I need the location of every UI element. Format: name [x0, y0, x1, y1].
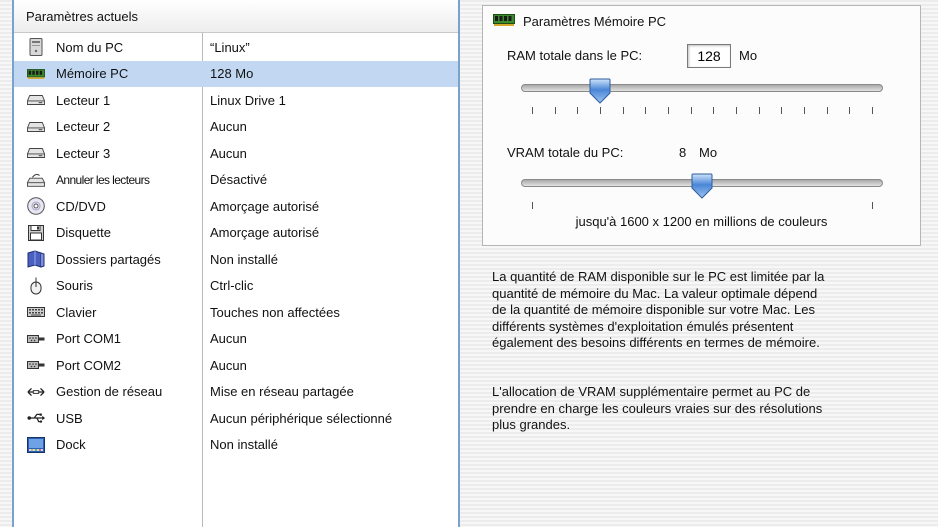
ram-tick: [849, 107, 850, 114]
current-settings-panel: [12, 0, 460, 527]
cd-icon: [27, 198, 45, 214]
ram-description: [492, 269, 912, 352]
settings-row-value: Linux Drive 1: [210, 92, 286, 108]
vram-slider-thumb[interactable]: [691, 173, 713, 199]
settings-row[interactable]: [14, 246, 458, 273]
serial-port-icon: [27, 357, 45, 373]
ram-label: RAM totale dans le PC:: [507, 48, 643, 63]
ram-slider-track[interactable]: [521, 84, 883, 92]
settings-row[interactable]: [14, 379, 458, 406]
settings-row-name: Disquette: [56, 225, 111, 241]
settings-row[interactable]: [14, 273, 458, 300]
settings-row-value: Amorçage autorisé: [210, 198, 320, 214]
description-line: quantité de mémoire du Mac. La valeur optimale dépend: [492, 285, 818, 301]
vram-tick-min: [532, 202, 533, 209]
settings-row-name: Lecteur 2: [56, 119, 111, 135]
settings-row-name: Mémoire PC: [56, 66, 129, 82]
settings-row-value: Aucun: [210, 145, 247, 161]
vram-note: jusqu'à 1600 x 1200 en millions de couleurs: [575, 214, 828, 229]
ram-tick: [713, 107, 714, 114]
settings-row-value: Ctrl-clic: [210, 278, 254, 294]
undo-drive-icon: [27, 172, 45, 188]
settings-row-name: Port COM2: [56, 357, 122, 373]
ram-input[interactable]: [687, 44, 731, 68]
settings-row[interactable]: [14, 326, 458, 353]
settings-row-value: “Linux”: [210, 39, 250, 55]
ram-tick: [623, 107, 624, 114]
settings-row[interactable]: [14, 220, 458, 247]
ram-unit: Mo: [739, 48, 758, 63]
settings-row-value: Mise en réseau partagée: [210, 384, 354, 400]
ram-slider-ticks: [532, 107, 872, 115]
ram-tick: [827, 107, 828, 114]
ram-tick: [781, 107, 782, 114]
settings-row[interactable]: [14, 352, 458, 379]
settings-row-value: Non installé: [210, 437, 278, 453]
settings-row-value: Aucun: [210, 331, 247, 347]
keyboard-icon: [27, 304, 45, 320]
memory-settings-title: [493, 11, 666, 31]
settings-row-value: Amorçage autorisé: [210, 225, 320, 241]
vram-tick-max: [872, 202, 873, 209]
settings-row[interactable]: [14, 167, 458, 194]
settings-row-value: Touches non affectées: [210, 304, 340, 320]
memory-icon: [27, 66, 45, 82]
current-settings-header: Paramètres actuels: [14, 0, 458, 33]
description-line: L'allocation de VRAM supplémentaire permet au PC de: [492, 384, 811, 399]
description-line: de la quantité de mémoire disponible sur votre Mac. Les: [492, 302, 816, 317]
memory-settings-title-text: Paramètres Mémoire PC: [523, 13, 667, 29]
mouse-icon: [27, 278, 45, 294]
vram-description: [492, 384, 912, 434]
settings-row-name: Dock: [56, 437, 86, 453]
settings-row[interactable]: [14, 34, 458, 61]
ram-tick: [691, 107, 692, 114]
memory-icon: [493, 14, 515, 29]
ram-slider-thumb[interactable]: [589, 78, 611, 104]
dock-icon: [27, 437, 45, 453]
drive-icon: [27, 145, 45, 161]
description-line: plus grandes.: [492, 417, 571, 432]
drive-icon: [27, 92, 45, 108]
floppy-icon: [27, 225, 45, 241]
settings-row-value: Aucun: [210, 357, 247, 373]
settings-row-name: CD/DVD: [56, 198, 106, 214]
settings-row[interactable]: [14, 193, 458, 220]
ram-tick: [555, 107, 556, 114]
settings-row-value: Désactivé: [210, 172, 268, 188]
settings-row-name: Annuler les lecteurs: [56, 172, 150, 187]
settings-row[interactable]: [14, 405, 458, 432]
settings-row-name: Clavier: [56, 304, 97, 320]
network-icon: [27, 384, 45, 400]
ram-tick: [668, 107, 669, 114]
ram-tick: [577, 107, 578, 114]
vram-value: 8: [679, 145, 687, 160]
memory-settings-group: [482, 5, 921, 246]
settings-row-value: Non installé: [210, 251, 278, 267]
description-line: prendre en charge les couleurs vraies sur des résolutions: [492, 400, 823, 416]
ram-tick: [532, 107, 533, 114]
ram-tick: [804, 107, 805, 114]
settings-row[interactable]: [14, 140, 458, 167]
ram-tick: [872, 107, 873, 114]
settings-row-name: Souris: [56, 278, 93, 294]
settings-row-name: Gestion de réseau: [56, 384, 163, 400]
drive-icon: [27, 119, 45, 135]
settings-row-value: Aucun: [210, 119, 247, 135]
vram-unit: Mo: [699, 145, 718, 160]
settings-row-value: Aucun périphérique sélectionné: [210, 410, 393, 426]
settings-row[interactable]: [14, 432, 458, 459]
settings-row-name: Nom du PC: [56, 39, 124, 55]
settings-row-name: Lecteur 3: [56, 145, 111, 161]
ram-tick: [759, 107, 760, 114]
settings-row[interactable]: [14, 299, 458, 326]
settings-row[interactable]: [14, 61, 458, 88]
settings-row[interactable]: [14, 114, 458, 141]
settings-row-name: Lecteur 1: [56, 92, 111, 108]
serial-port-icon: [27, 331, 45, 347]
usb-icon: [27, 410, 45, 426]
computer-icon: [27, 39, 45, 55]
ram-tick: [736, 107, 737, 114]
vram-slider-ticks: [532, 202, 872, 210]
settings-list: [14, 34, 458, 458]
description-line: différents systèmes d'exploitation émulés présentent: [492, 318, 794, 334]
ram-tick: [645, 107, 646, 114]
description-line: La quantité de RAM disponible sur le PC est limitée par la: [492, 269, 825, 284]
settings-row-name: Port COM1: [56, 331, 122, 347]
settings-row-name: USB: [56, 410, 83, 426]
settings-row-name: Dossiers partagés: [56, 251, 161, 267]
ram-tick: [600, 107, 601, 114]
settings-row[interactable]: [14, 87, 458, 114]
settings-row-value: 128 Mo: [210, 66, 254, 82]
description-line: également des besoins différents en termes de mémoire.: [492, 335, 820, 350]
shared-folder-icon: [27, 251, 45, 267]
vram-label: VRAM totale du PC:: [507, 145, 624, 160]
